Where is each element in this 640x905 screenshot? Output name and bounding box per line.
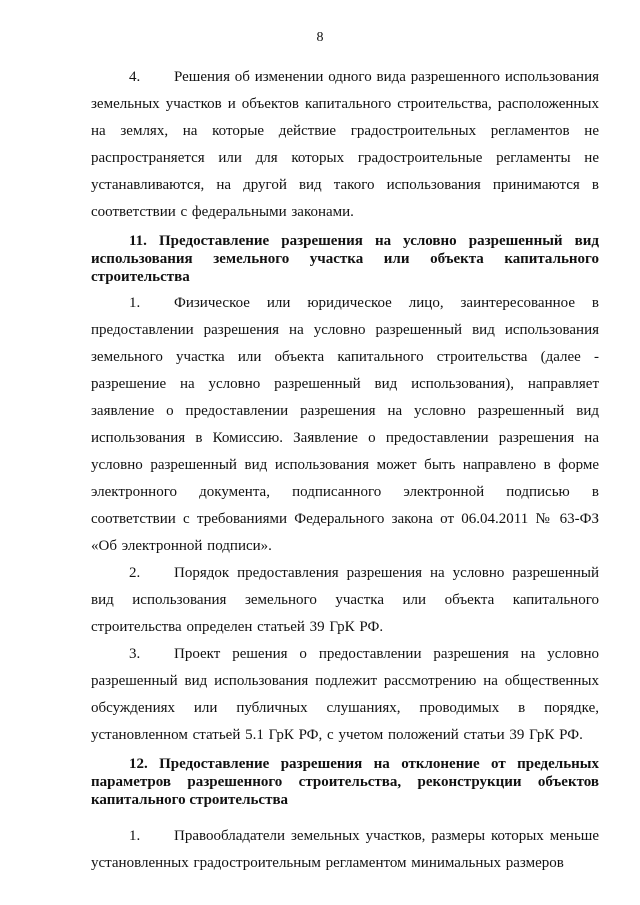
paragraph-11-3 — [91, 641, 599, 749]
paragraph-text: Порядок предоставления разрешения на условно разрешенный вид использования земельного участка или объекта капитального строительства определен статьей 39 ГрК РФ. — [91, 565, 599, 635]
paragraph-number: 3. — [129, 646, 141, 662]
document-body — [91, 64, 599, 877]
paragraph-text: Физическое или юридическое лицо, заинтересованное в предоставлении разрешения на условно разрешенный вид использования земельного участка или объекта капитального строительства (далее - разрешение на условно разрешенный вид использования), направляет заявление о предоставлении разрешения на условно разрешенный вид использования в Комиссию. Заявление о предоставлении разрешения на условно разрешенный вид использования может быть направлено в форме электронного документа, подписанного электронной подписью в соответствии с требованиями Федерального закона от 06.04.2011 № 63-ФЗ «Об электронной подписи». — [91, 295, 599, 554]
paragraph-number: 2. — [129, 565, 141, 581]
paragraph-11-2 — [91, 560, 599, 641]
paragraph-4 — [91, 64, 599, 226]
paragraph-number: 1. — [129, 828, 141, 844]
paragraph-11-1 — [91, 290, 599, 560]
paragraph-number: 1. — [129, 295, 141, 311]
section-heading-11: 11. Предоставление разрешения на условно разрешенный вид использования земельного участка или объекта капитального строительства — [91, 233, 599, 285]
page-number: 8 — [316, 30, 324, 45]
section-heading-12: 12. Предоставление разрешения на отклонение от предельных параметров разрешенного строительства, реконструкции объектов капитального строительства — [91, 756, 599, 808]
paragraph-12-1 — [91, 823, 599, 877]
paragraph-number: 4. — [129, 69, 141, 85]
paragraph-text: Правообладатели земельных участков, размеры которых меньше установленных градостроительным регламентом минимальных размеров — [91, 828, 599, 871]
paragraph-text: Решения об изменении одного вида разрешенного использования земельных участков и объектов капитального строительства, расположенных на землях, на которые действие градостроительных регламентов не распространяется или для которых градостроительные регламенты не устанавливаются, на другой вид такого использования принимаются в соответствии с федеральными законами. — [91, 69, 599, 220]
paragraph-text: Проект решения о предоставлении разрешения на условно разрешенный вид использования подлежит рассмотрению на общественных обсуждениях или публичных слушаниях, проводимых в порядке, установленном статьей 5.1 ГрК РФ, с учетом положений статьи 39 ГрК РФ. — [91, 646, 599, 743]
